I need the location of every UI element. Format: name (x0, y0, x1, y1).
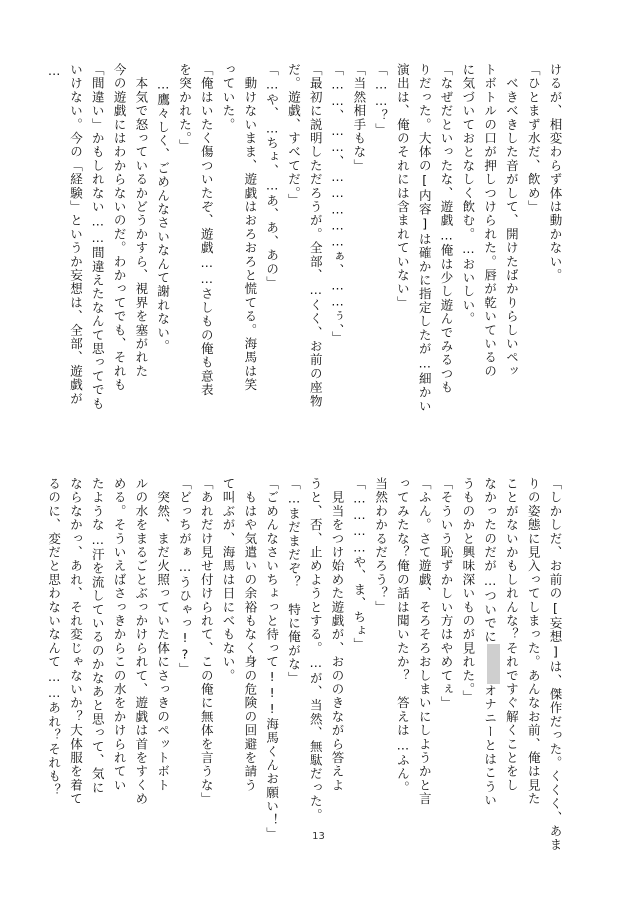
text-line: を突かれた。」 (177, 63, 193, 153)
page-number: 13 (312, 831, 325, 842)
text-line: 本気で怒っているかどうかすら、視界を塞がれた (133, 63, 149, 379)
text-line: 「……？」 (373, 63, 389, 137)
text-line: たような…汗を流しているのかなあと思って、気に (90, 477, 106, 795)
text-line: 「……、……、……………ぁ、……ぅ、」 (330, 63, 346, 345)
text-line: 「当然相手もな」 (351, 63, 367, 173)
text-line: て叫ぶが、海馬は日にべもない。 (221, 477, 237, 683)
text-line: 動けないまま、遊戯はおろおろと慌てる。海馬は笑 (242, 63, 258, 392)
text-line: 「…まだまだぞ？ 特に俺がな」 (286, 477, 302, 685)
text-line: 「間違い」かもしれない……間違えたなんて思ってでも (90, 63, 106, 411)
text-line: べきべきした音がして、開けたばかりらしいペッ (504, 63, 520, 379)
text-line: もはや気遣いの余裕もなく身の危険の回避を請う (242, 477, 258, 793)
text-line: いけない。今の「経験」というか妄想は、全部、遊戯が (68, 63, 84, 406)
text-line: だ。遊戯、すべてだ。」 (286, 63, 302, 208)
text-line: 突然、まだ火照っていた体にさっきのペットボト (155, 477, 171, 793)
text-line: ルの水をまるごとぶっかけられて、遊戯は首をすくめ (133, 477, 149, 806)
text-line: 「ごめんなさいちょっと待って!!!海馬くんお願い！」 (264, 477, 280, 841)
text-line: けるが、相変わらず体は動かない。 (548, 63, 563, 283)
text-line: 演出は、俺のそれには含まれていない」 (395, 63, 411, 310)
text-line: ならなかっ、あれ、それ変じゃないか？大体服を着て (68, 477, 84, 806)
text-line: うと、否、止めようとする。…が、当然、無駄だった。 (308, 477, 324, 822)
text-line: トボトルの口が押しつけられた。唇が乾いているの (482, 63, 498, 379)
text-line: …鷹々しく、ごめんなさいなんて謝れない。 (155, 63, 171, 354)
text-line: … (46, 63, 62, 80)
text-line: に気づいておとなしく飲む。…おいしい。 (460, 63, 476, 326)
text-line: ことがないかもしれんな？それですぐ解くことをし (504, 477, 520, 793)
text-line: める。そういえばさっきからこの水をかけられてい (112, 477, 128, 793)
text-line: 「…や、…ちょ、…あ、あ、あの」 (264, 63, 280, 290)
censor-blur (487, 644, 500, 684)
text-line: りの姿態に見入ってしまった。あんなお前、俺は見た (526, 477, 542, 806)
text-line: 今の遊戯にはわからないのだ。わかってでも、それも (112, 63, 128, 392)
text-line: なかったのだが…ついでにオナニーとはこうい (482, 477, 498, 808)
text-line: 「しかしだ、お前の[妄想]は、傑作だった。くくく、あま (548, 477, 563, 852)
text-line: 「なぜだといったな、遊戯…俺は少し遊んでみるつも (439, 63, 455, 395)
text-line: ってみたな？俺の話は聞いたか？ 答えは…ふん。 (395, 477, 411, 795)
text-line: うものかと興味深いものが見れた。」 (460, 477, 476, 704)
text-line: 「そういう恥ずかしい方はやめてぇ」 (439, 477, 455, 710)
text-line: っていた。 (221, 63, 237, 132)
text-line: 「あれだけ見せ付けられて、この俺に無体を言うな」 (199, 477, 215, 806)
text-line: 見当をつけ始めた遊戯が、おののきながら答えよ (330, 477, 346, 793)
censored-fragment: オナニーとはこうい (482, 683, 498, 808)
text-line: 「ふん。さて遊戯、そろそろおしまいにしようかと言 (417, 477, 433, 806)
upper-text-block (46, 63, 566, 413)
text-line: 当然わかるだろう？」 (373, 477, 389, 614)
text-line: 「…………や、ま、ちょ」 (351, 477, 367, 652)
text-line: るのに、変だと思わないなんて……あれ？それも？ (46, 477, 62, 798)
text-line: 「俺はいたく傷ついたぞ、遊戯……さしもの俺も意表 (199, 63, 215, 397)
text-line: 「ひとまず水だ、飲め」 (526, 63, 542, 214)
text-line: りだった。大体の[内容]は確かに指定したが…細かい (417, 63, 433, 413)
text-line: 「どっちがぁ…うひゃっ!?」 (177, 477, 193, 677)
text-line: 「最初に説明しただろうが。全部、…くく、お前の座物 (308, 63, 324, 408)
